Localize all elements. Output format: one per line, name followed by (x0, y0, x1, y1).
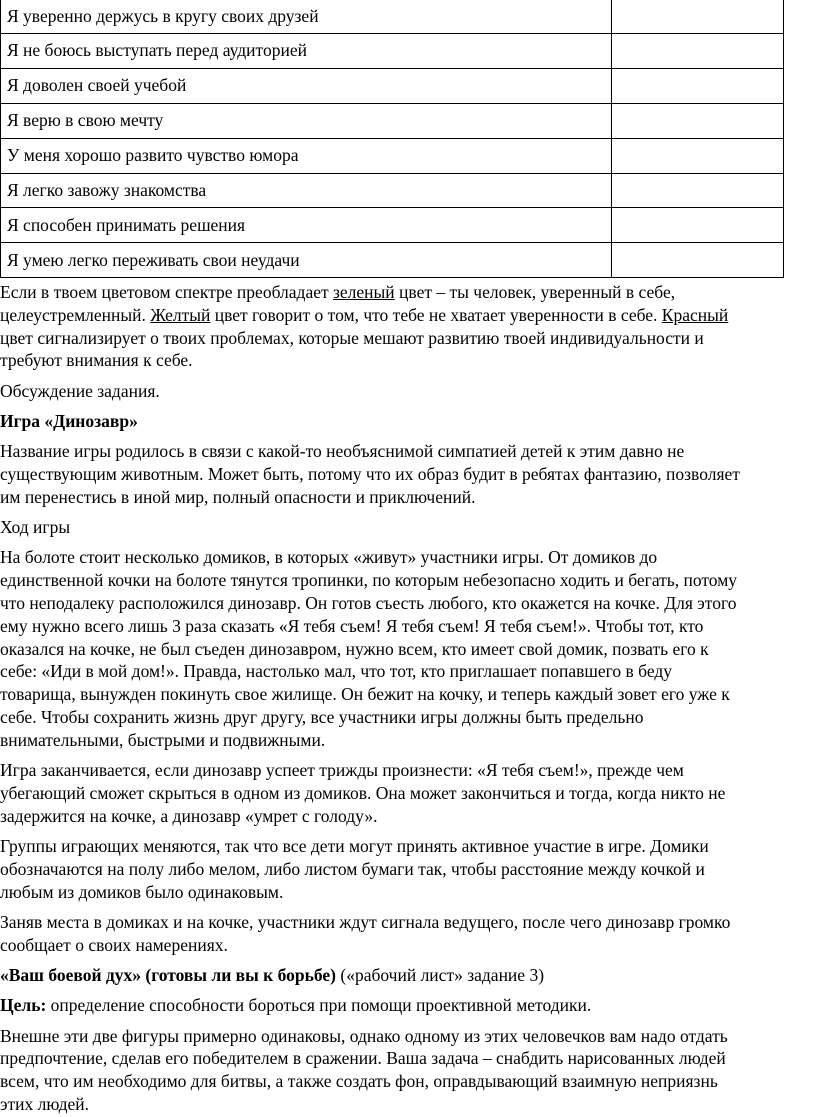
goal-paragraph (0, 994, 814, 1017)
answer-cell[interactable] (611, 0, 783, 34)
red-color-term: Красный (661, 304, 729, 325)
document-body (0, 281, 814, 1117)
answer-cell[interactable] (611, 208, 783, 243)
fighting-spirit-title: «Ваш боевой дух» (готовы ли вы к борьбе) (0, 965, 336, 986)
text-line: себе. Чтобы сохранить жизнь друг другу, все участники игры должны быть предельно (0, 707, 644, 728)
text-line: существующим животным. Может быть, потому что их образ будит в ребятах фантазию, позволяет (0, 464, 740, 485)
text-run: целеустремленный. (0, 304, 146, 325)
statement-cell: Я верю в свою мечту (1, 103, 612, 138)
text-line: им перенестись в иной мир, полный опасности и приключений. (0, 486, 476, 507)
text-line: внимательными, быстрыми и подвижными. (0, 729, 326, 750)
text-line: себе: «Иди в мой дом!». Правда, настолько мал, что тот, кто приглашает попавшего в беду (0, 661, 673, 682)
table-row (1, 0, 784, 34)
answer-cell[interactable] (611, 103, 783, 138)
signal-paragraph (0, 911, 814, 957)
text-run: Если в твоем цветовом спектре преобладает (0, 282, 329, 302)
answer-cell[interactable] (611, 243, 783, 278)
color-interpretation-paragraph (0, 281, 814, 372)
text-line: Внешне эти две фигуры примерно одинаковы, однако одному из этих человечков вам надо отдать (0, 1025, 728, 1046)
text-line: Группы играющих меняются, так что все дети могут принять активное участие в игре. Домики (0, 836, 709, 857)
table-row (1, 138, 784, 173)
statement-cell: Я способен принимать решения (1, 208, 612, 243)
text-line: задержится на кочке, а динозавр «умрет с голоду». (0, 805, 378, 826)
answer-cell[interactable] (611, 173, 783, 208)
text-run: цвет сигнализирует о твоих проблемах, которые мешают развитию твоей индивидуальности и (0, 327, 704, 348)
text-line: сообщает о своих намерениях. (0, 934, 228, 955)
groups-paragraph (0, 835, 814, 903)
yellow-color-term: Желтый (150, 304, 211, 325)
table-row (1, 34, 784, 69)
text-line: обозначаются на полу либо мелом, либо листом бумаги так, чтобы расстояние между кочкой и (0, 858, 705, 879)
text-line: оказался на кочке, не был съеден динозавром, нужно всем, кто имеет свой домик, позвать его к (0, 638, 709, 659)
game-title-text: Игра «Динозавр» (0, 410, 138, 431)
table-row (1, 208, 784, 243)
discussion-label: Обсуждение задания. (0, 380, 160, 401)
text-line: убегающий сможет скрыться в одном из домиков. Она может закончиться и тогда, когда никто не (0, 782, 726, 803)
goal-text: определение способности бороться при помощи проективной методики. (50, 995, 592, 1016)
text-run: цвет – ты человек, уверенный в себе, (399, 282, 676, 302)
text-line: Игра заканчивается, если динозавр успеет трижды произнести: «Я тебя съем!», прежде чем (0, 760, 684, 781)
statement-cell: Я легко завожу знакомства (1, 173, 612, 208)
game-course-paragraph (0, 546, 814, 751)
text-line: любым из домиков было одинаковым. (0, 881, 284, 902)
worksheet-reference: («рабочий лист» задание 3) (340, 965, 545, 986)
text-line: Название игры родилось в связи с какой-то необъяснимой симпатией детей к этим давно не (0, 441, 685, 462)
self-assessment-table (0, 0, 784, 278)
table-row (1, 243, 784, 278)
statement-cell: У меня хорошо развито чувство юмора (1, 138, 612, 173)
figures-paragraph (0, 1025, 814, 1116)
statement-cell: Я уверенно держусь в кругу своих друзей (1, 0, 612, 34)
table-row (1, 68, 784, 103)
table-row (1, 173, 784, 208)
text-line: что неподалеку расположился динозавр. Он готов съесть любого, кто окажется на кочке. Для этого (0, 593, 737, 614)
statement-cell: Я не боюсь выступать перед аудиторией (1, 34, 612, 69)
statement-cell: Я умею легко переживать свои неудачи (1, 243, 612, 278)
answer-cell[interactable] (611, 138, 783, 173)
game-ending-paragraph (0, 759, 814, 827)
text-line: ему нужно всего лишь 3 раза сказать «Я тебя съем! Я тебя съем! Я тебя съем!». Чтобы тот, кто (0, 615, 704, 636)
answer-cell[interactable] (611, 68, 783, 103)
text-line: единственной кочки на болоте тянутся тропинки, по которым небезопасно ходить и бегать, потому (0, 570, 738, 591)
course-title: Ход игры (0, 517, 71, 538)
text-line: предпочтение, сделав его победителем в сражении. Ваша задача – снабдить нарисованных людей (0, 1048, 726, 1069)
fighting-spirit-heading (0, 964, 814, 987)
green-color-term: зеленый (333, 282, 395, 302)
answer-cell[interactable] (611, 34, 783, 69)
text-line: Заняв места в домиках и на кочке, участники ждут сигнала ведущего, после чего динозавр громко (0, 911, 731, 932)
table-row (1, 103, 784, 138)
game-title (0, 410, 814, 433)
text-line: На болоте стоит несколько домиков, в которых «живут» участники игры. От домиков до (0, 547, 658, 568)
text-line: этих людей. (0, 1094, 89, 1114)
text-line: товарища, вынужден покинуть свое жилище. Он бежит на кочку, и теперь каждый зовет его уже к (0, 684, 730, 705)
game-intro-paragraph (0, 440, 814, 508)
text-line: всем, что им необходимо для битвы, а также создать фон, оправдывающий взаимную неприязнь (0, 1071, 718, 1092)
goal-label: Цель: (0, 995, 47, 1016)
text-run: цвет говорит о том, что тебе не хватает уверенности в себе. (214, 304, 658, 325)
statement-cell: Я доволен своей учебой (1, 68, 612, 103)
text-run: требуют внимания к себе. (0, 350, 193, 371)
